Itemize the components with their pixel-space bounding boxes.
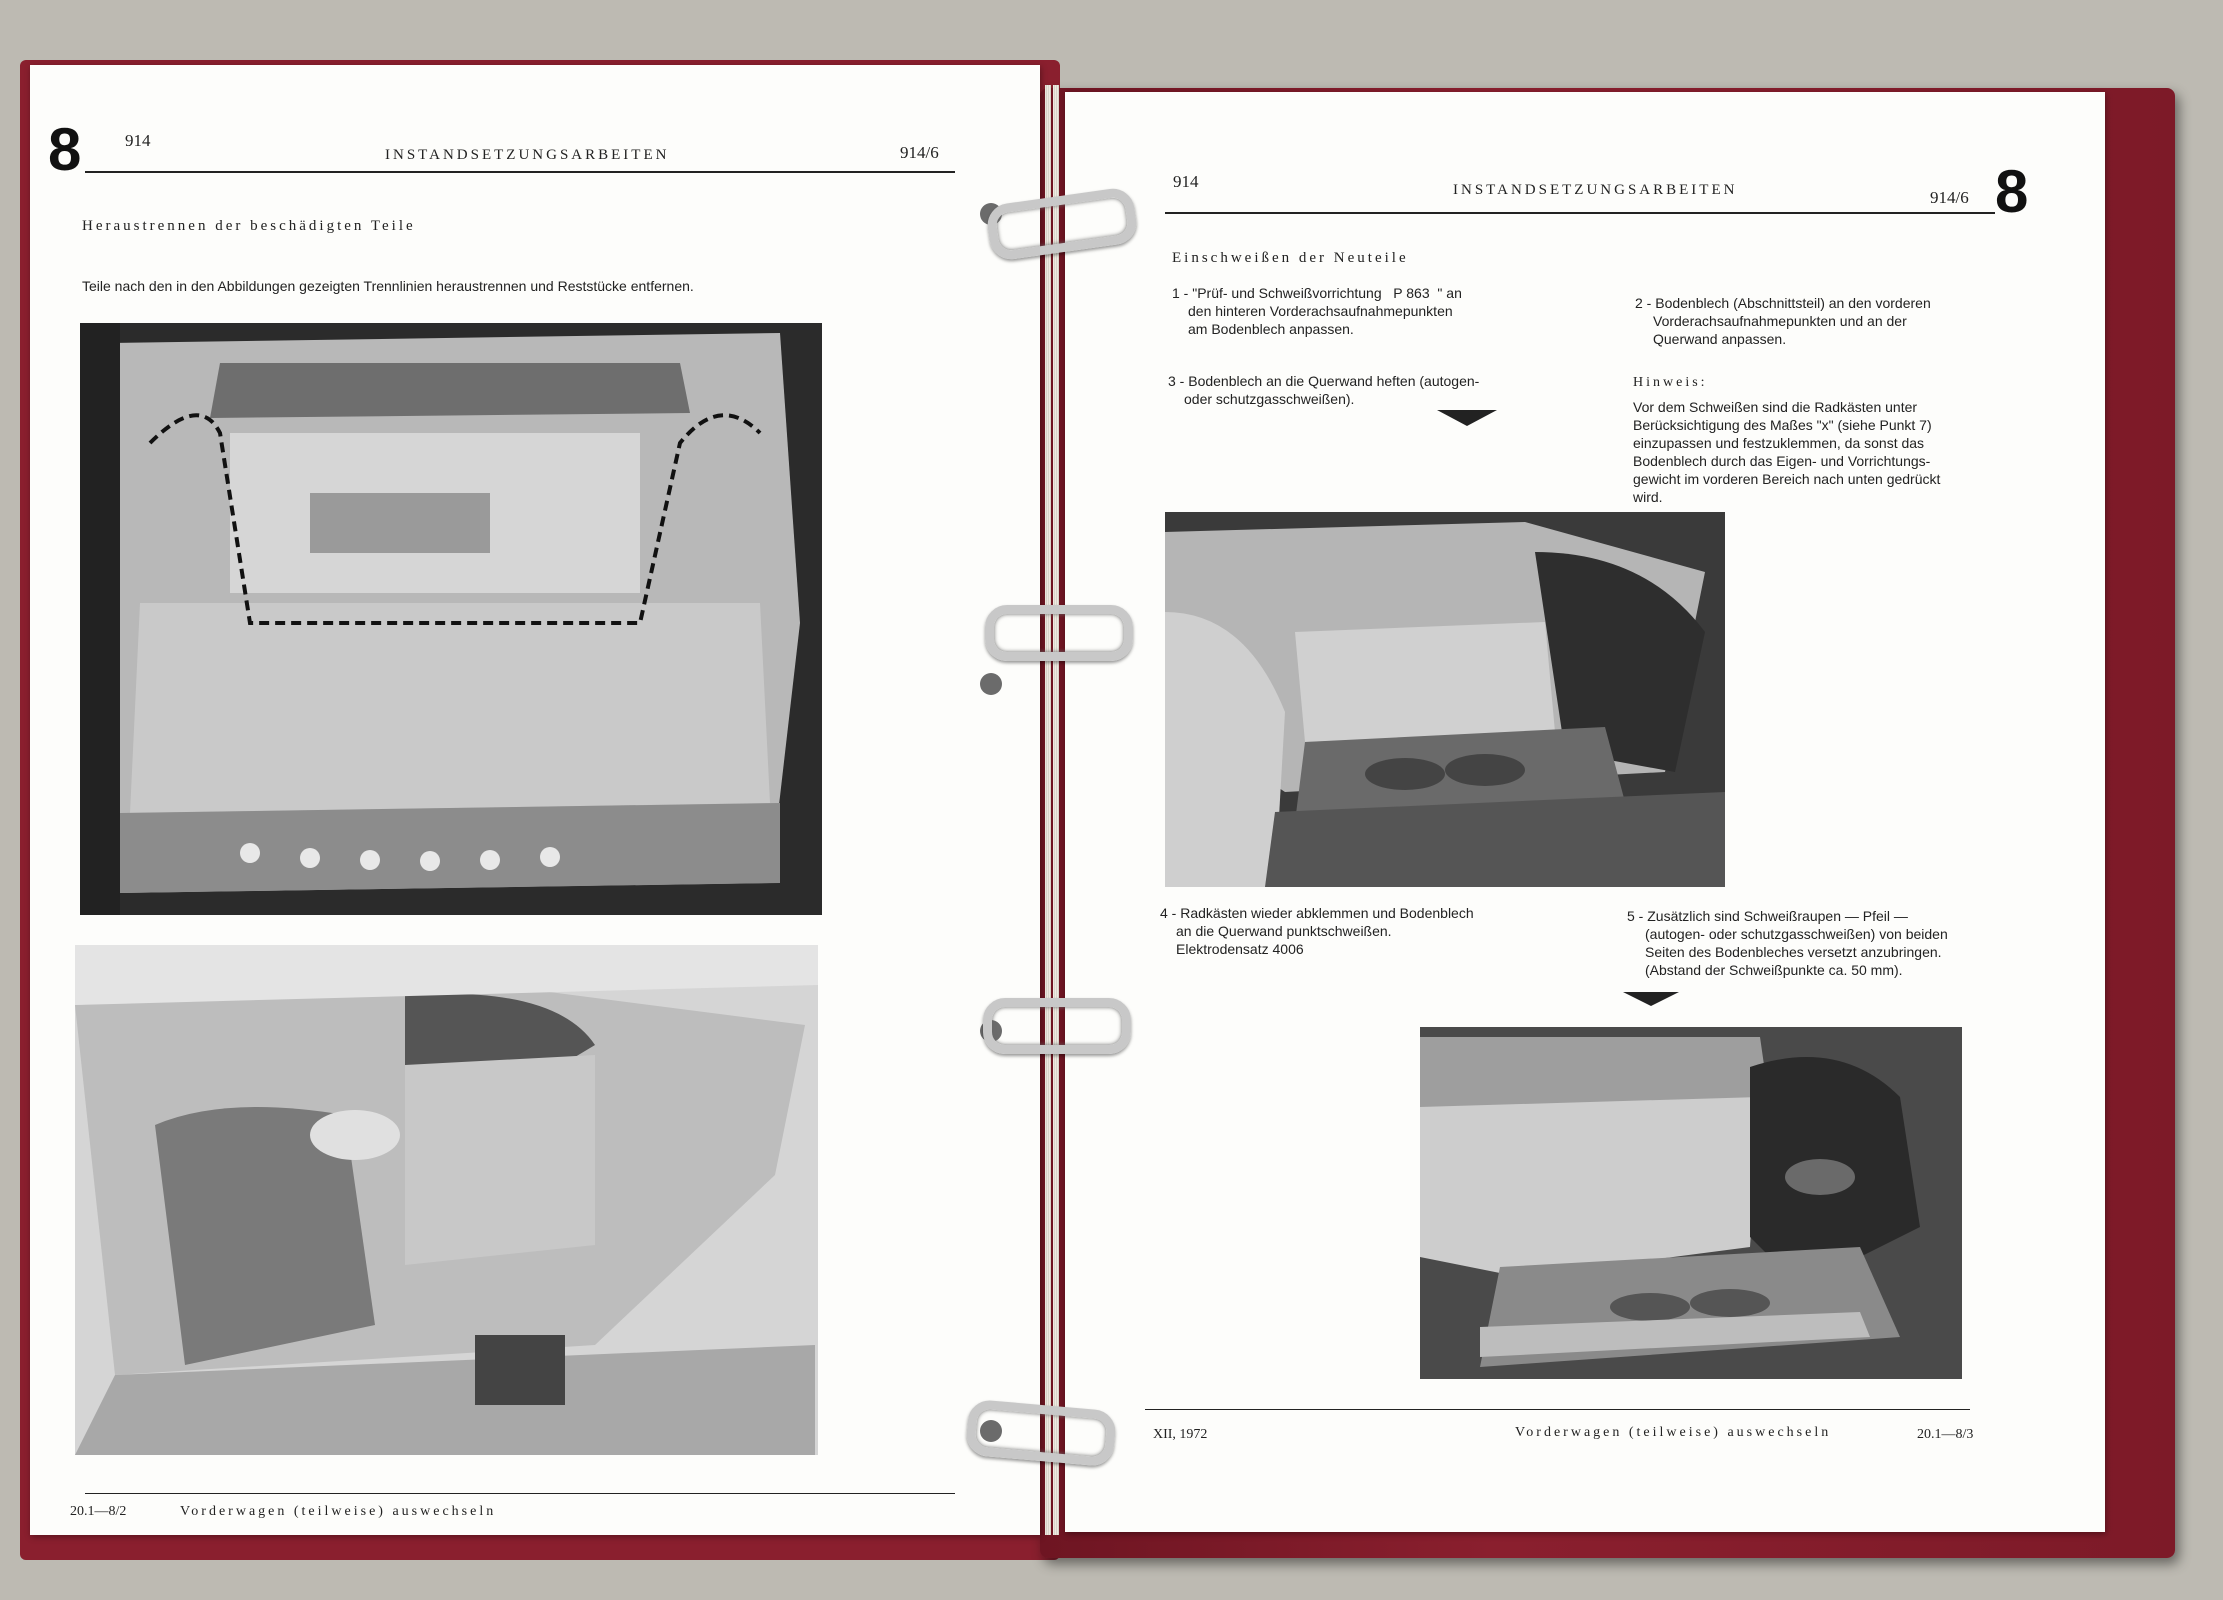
step-1-line: den hinteren Vorderachsaufnahmepunkten [1188, 303, 1453, 319]
section-heading: Heraustrennen der beschädigten Teile [82, 218, 416, 234]
step-3-line: oder schutzgasschweißen). [1184, 391, 1355, 407]
note-text [1633, 398, 1940, 506]
note-line: einzupassen und festzuklemmen, da sonst das [1633, 435, 1925, 451]
down-arrow-icon [1623, 992, 1679, 1006]
header-rule [85, 171, 955, 173]
footer-date: XII, 1972 [1153, 1427, 1208, 1442]
footer-page-number: 20.1—8/2 [70, 1504, 127, 1519]
footer-page-number: 20.1—8/3 [1917, 1427, 1974, 1442]
section-heading: Einschweißen der Neuteile [1172, 250, 1409, 266]
note-heading: Hinweis: [1633, 375, 1708, 390]
tool-number: P 863 [1393, 285, 1430, 301]
binder-ring [983, 998, 1131, 1054]
step-1-line: am Bodenblech anpassen. [1188, 321, 1354, 337]
note-line: Berücksichtigung des Maßes "x" (siehe Punkt 7) [1633, 417, 1932, 433]
section-code: 914/6 [900, 143, 939, 162]
footer-title: Vorderwagen (teilweise) auswechseln [1515, 1425, 1832, 1440]
step-5-text [1627, 907, 1948, 979]
model-number: 914 [1173, 172, 1199, 191]
note-line: Bodenblech durch das Eigen- und Vorrichtungs- [1633, 453, 1931, 469]
chapter-number: 8 [48, 116, 82, 183]
footer-title: Vorderwagen (teilweise) auswechseln [180, 1504, 497, 1519]
step-4-line: 4 - Radkästen wieder abklemmen und Bodenblech [1160, 905, 1474, 921]
step-5-line: 5 - Zusätzlich sind Schweißraupen — Pfeil — [1627, 908, 1908, 924]
photo-weld-beads [1420, 1027, 1962, 1379]
page-stack-edge [1053, 85, 1059, 1535]
step-3-text [1168, 372, 1479, 408]
photo-floor-panel-fitted [1165, 512, 1725, 887]
step-4-text [1160, 904, 1474, 958]
step-4-line: Elektrodensatz 4006 [1176, 941, 1304, 957]
step-1-part: 1 - "Prüf- und Schweißvorrichtung [1172, 285, 1382, 301]
chapter-number: 8 [1995, 158, 2029, 225]
footer-rule [1145, 1409, 1970, 1410]
intro-text: Teile nach den in den Abbildungen gezeigten Trennlinien heraustrennen und Reststücke entfernen. [82, 278, 694, 294]
step-2-line: Querwand anpassen. [1653, 331, 1787, 347]
model-number: 914 [125, 131, 151, 150]
down-arrow-icon [1437, 410, 1497, 426]
note-line: wird. [1633, 489, 1663, 505]
footer-rule [85, 1493, 955, 1494]
punch-hole [980, 673, 1002, 695]
page-stack-edge [1045, 85, 1051, 1535]
binder-ring [985, 605, 1133, 661]
step-5-line: Seiten des Bodenbleches versetzt anzubringen. [1645, 944, 1942, 960]
step-3-line: 3 - Bodenblech an die Querwand heften (autogen- [1168, 373, 1480, 389]
header-title: INSTANDSETZUNGSARBEITEN [385, 147, 670, 163]
step-4-line: an die Querwand punktschweißen. [1176, 923, 1392, 939]
header-title: INSTANDSETZUNGSARBEITEN [1453, 182, 1738, 198]
note-line: gewicht im vorderen Bereich nach unten gedrückt [1633, 471, 1941, 487]
step-2-line: 2 - Bodenblech (Abschnittsteil) an den vorderen [1635, 295, 1931, 311]
left-page [30, 65, 1040, 1535]
step-1-part: " an [1437, 285, 1462, 301]
step-5-line: (Abstand der Schweißpunkte ca. 50 mm). [1645, 962, 1903, 978]
step-1-line [1172, 284, 1462, 302]
right-page [1065, 92, 2105, 1532]
step-2-text [1635, 294, 1931, 348]
photo-front-trunk-cut-lines [80, 323, 822, 915]
step-5-line: (autogen- oder schutzgasschweißen) von beiden [1645, 926, 1948, 942]
header-rule [1165, 212, 1995, 214]
photo-front-side-cut-lines [75, 945, 818, 1455]
step-1-text [1172, 284, 1462, 338]
step-2-line: Vorderachsaufnahmepunkten und an der [1653, 313, 1907, 329]
note-line: Vor dem Schweißen sind die Radkästen unter [1633, 399, 1918, 415]
section-code: 914/6 [1930, 188, 1969, 207]
